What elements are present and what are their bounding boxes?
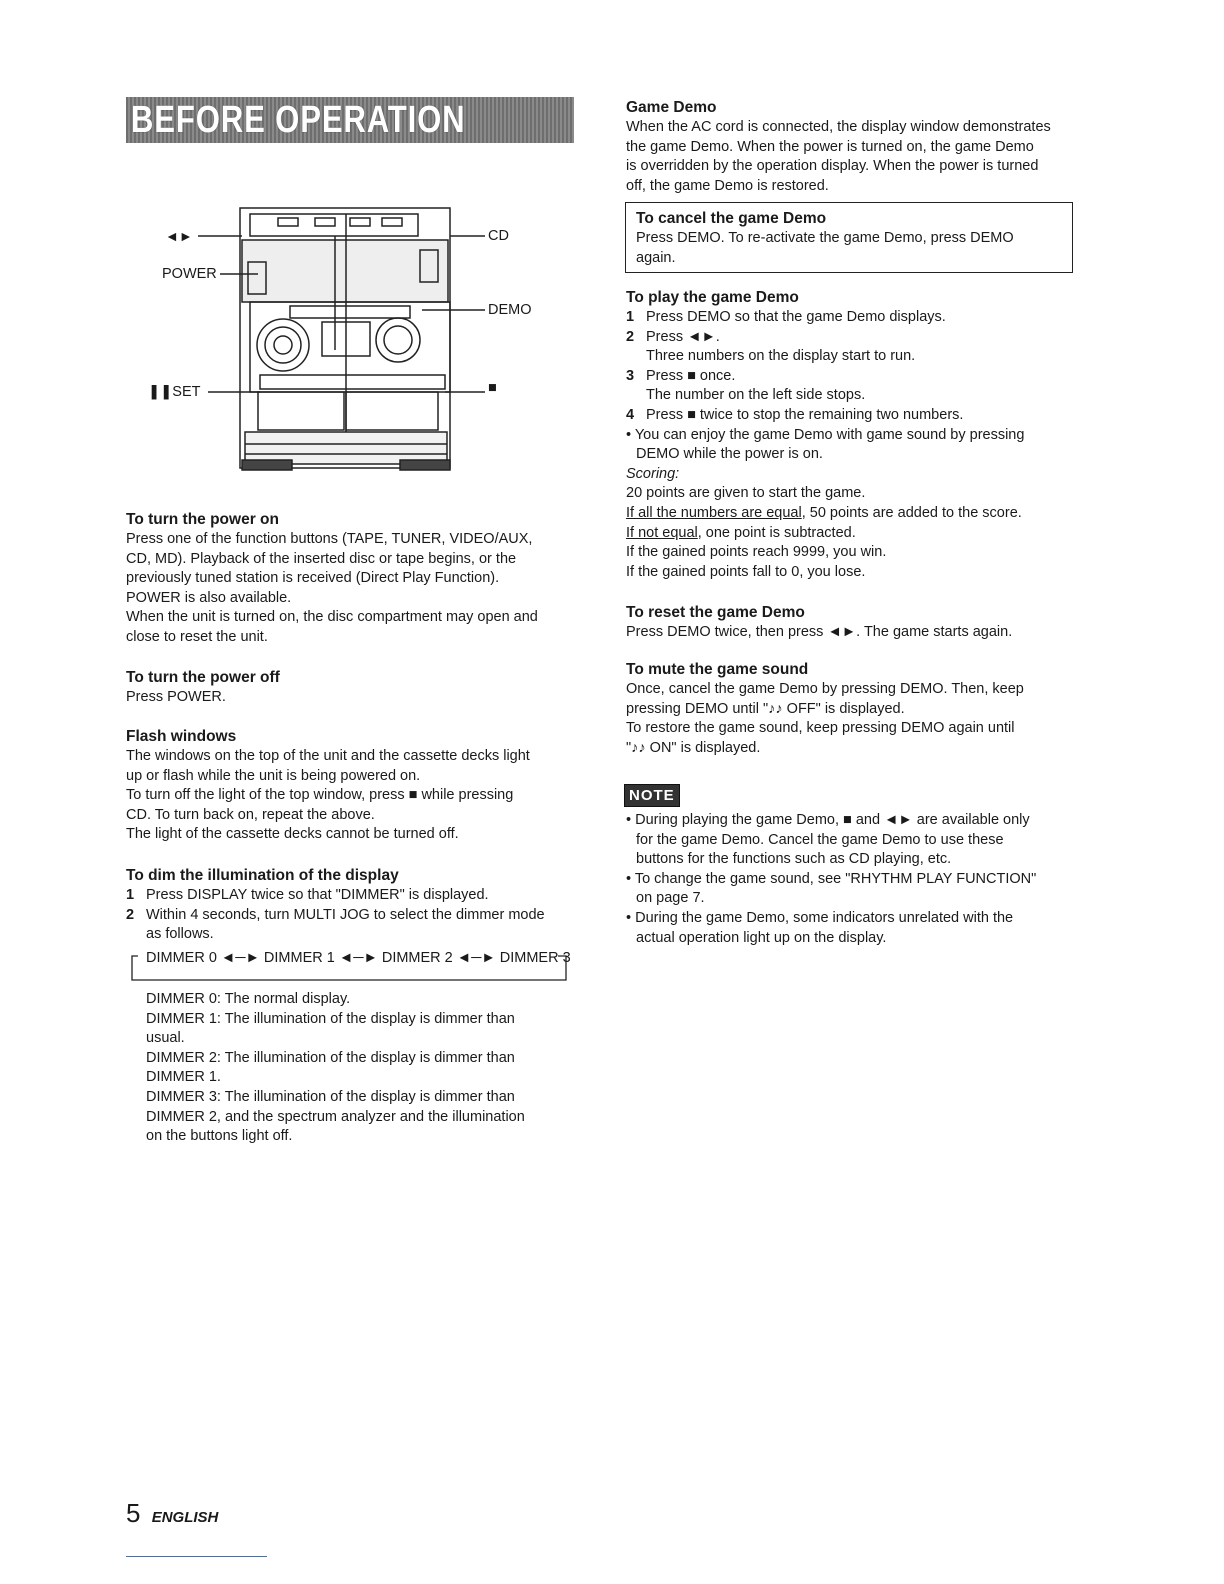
flash-line: The light of the cassette decks cannot be turned off.: [126, 826, 459, 843]
power-on-section: [126, 510, 574, 648]
scoring-line: If the gained points fall to 0, you lose.: [626, 563, 866, 580]
play-step-3-cont: The number on the left side stops.: [646, 387, 866, 404]
play-step-2-cont: Three numbers on the display start to run.: [646, 348, 916, 365]
cd-label: CD: [488, 228, 509, 244]
scoring-line: If the gained points reach 9999, you win.: [626, 544, 887, 561]
power-off-section: [126, 668, 574, 708]
flash-line: To turn off the light of the top window, press ■ while pressing: [126, 787, 514, 804]
play-bullet-cont: DEMO while the power is on.: [636, 446, 823, 463]
game-demo-line: is overridden by the operation display. When the power is turned: [626, 158, 1039, 175]
power-on-line: previously tuned station is received (Direct Play Function).: [126, 570, 500, 587]
power-on-line: close to reset the unit.: [126, 628, 268, 645]
flash-windows-section: [126, 727, 574, 845]
power-on-heading: To turn the power on: [126, 511, 279, 528]
reset-demo-section: [626, 603, 1074, 643]
power-on-line: Press one of the function buttons (TAPE, TUNER, VIDEO/AUX,: [126, 531, 533, 547]
note-line: • During playing the game Demo, ■ and ◄► are available only: [626, 812, 1030, 828]
scoring-line: If all the numbers are equal, 50 points are added to the score.: [626, 504, 1022, 521]
scoring-label: Scoring:: [626, 465, 680, 482]
reset-line: Press DEMO twice, then press ◄►. The game starts again.: [626, 624, 1013, 640]
stop-label: ■: [488, 380, 497, 396]
play-symbol-label: ◄►: [165, 228, 193, 244]
mute-line: pressing DEMO until "♪♪ OFF" is displayed.: [626, 700, 905, 717]
dim-step-2-cont: as follows.: [146, 926, 214, 943]
dim-heading: To dim the illumination of the display: [126, 867, 399, 884]
dimmer-flow-text: DIMMER 0 ◄─► DIMMER 1 ◄─► DIMMER 2 ◄─► DIMMER 3: [146, 950, 571, 966]
dimmer-0-desc: DIMMER 0: The normal display.: [146, 991, 351, 1007]
dim-step-1: 1 Press DISPLAY twice so that "DIMMER" is displayed.: [126, 887, 489, 903]
note-badge: NOTE: [624, 784, 680, 807]
play-step-1: 1 Press DEMO so that the game Demo displays.: [626, 309, 946, 325]
mute-line: To restore the game sound, keep pressing DEMO again until: [626, 720, 1015, 737]
power-on-line: When the unit is turned on, the disc compartment may open and: [126, 609, 538, 626]
page-title-banner: [126, 97, 574, 143]
dimmer-3-desc-cont: DIMMER 2, and the spectrum analyzer and the illumination: [146, 1108, 525, 1125]
footer-rule: [126, 1556, 267, 1557]
game-demo-section: [626, 98, 1074, 196]
flash-line: up or flash while the unit is being powered on.: [126, 767, 421, 784]
dimmer-2-desc-cont: DIMMER 1.: [146, 1069, 221, 1086]
flash-line: CD. To turn back on, repeat the above.: [126, 806, 375, 823]
cancel-line: Press DEMO. To re-activate the game Demo, press DEMO: [636, 230, 1014, 246]
play-bullet: • You can enjoy the game Demo with game sound by pressing: [626, 426, 1025, 443]
note-line: • To change the game sound, see "RHYTHM PLAY FUNCTION": [626, 870, 1037, 887]
game-demo-line: the game Demo. When the power is turned on, the game Demo: [626, 138, 1034, 155]
page-footer: [126, 1498, 218, 1529]
play-step-2: 2 Press ◄►.: [626, 328, 720, 345]
note-badge-wrap: [624, 784, 680, 807]
dimmer-flow-diagram: [126, 950, 569, 984]
flash-line: The windows on the top of the unit and the cassette decks light: [126, 748, 530, 764]
dimmer-3-desc: DIMMER 3: The illumination of the display is dimmer than: [146, 1088, 515, 1105]
page-number: 5: [126, 1498, 141, 1528]
game-demo-line: off, the game Demo is restored.: [626, 177, 829, 194]
note-line: on page 7.: [636, 890, 705, 907]
play-heading: To play the game Demo: [626, 289, 799, 306]
dimmer-1-desc: DIMMER 1: The illumination of the display is dimmer than: [146, 1010, 515, 1027]
reset-heading: To reset the game Demo: [626, 604, 805, 621]
note-line: buttons for the functions such as CD playing, etc.: [636, 851, 952, 868]
cancel-heading: To cancel the game Demo: [636, 210, 827, 227]
dimmer-2-desc: DIMMER 2: The illumination of the display is dimmer than: [146, 1049, 515, 1066]
language-label: ENGLISH: [151, 1509, 219, 1526]
page-title: BEFORE OPERATION: [130, 99, 466, 141]
mute-line: Once, cancel the game Demo by pressing DEMO. Then, keep: [626, 681, 1024, 697]
note-line: for the game Demo. Cancel the game Demo to use these: [636, 831, 1004, 848]
scoring-line: If not equal, one point is subtracted.: [626, 524, 856, 541]
dim-step-2: 2 Within 4 seconds, turn MULTI JOG to select the dimmer mode: [126, 906, 545, 923]
dim-section: [126, 866, 574, 945]
power-off-heading: To turn the power off: [126, 669, 280, 686]
game-demo-heading: Game Demo: [626, 99, 717, 116]
power-on-line: POWER is also available.: [126, 589, 292, 606]
play-demo-section: [626, 288, 1074, 582]
note-section: [626, 811, 1074, 948]
mute-sound-section: [626, 660, 1074, 758]
dimmer-modes: [146, 990, 574, 1147]
cancel-line: again.: [636, 249, 676, 266]
cancel-demo-box: [625, 202, 1073, 273]
note-line: • During the game Demo, some indicators unrelated with the: [626, 909, 1014, 926]
play-step-3: 3 Press ■ once.: [626, 367, 736, 384]
dimmer-3-desc-cont: on the buttons light off.: [146, 1128, 293, 1145]
play-step-4: 4 Press ■ twice to stop the remaining two numbers.: [626, 406, 964, 423]
game-demo-line: When the AC cord is connected, the display window demonstrates: [626, 119, 1051, 135]
flash-heading: Flash windows: [126, 728, 237, 745]
note-line: actual operation light up on the display.: [636, 929, 887, 946]
demo-label: DEMO: [488, 302, 532, 318]
power-on-line: CD, MD). Playback of the inserted disc or tape begins, or the: [126, 550, 517, 567]
mute-heading: To mute the game sound: [626, 661, 809, 678]
scoring-line: 20 points are given to start the game.: [626, 485, 866, 502]
power-label: POWER: [162, 266, 217, 282]
dimmer-1-desc-cont: usual.: [146, 1030, 185, 1047]
set-label: ❚❚SET: [148, 384, 201, 400]
mute-line: "♪♪ ON" is displayed.: [626, 739, 761, 756]
power-off-line: Press POWER.: [126, 689, 226, 705]
